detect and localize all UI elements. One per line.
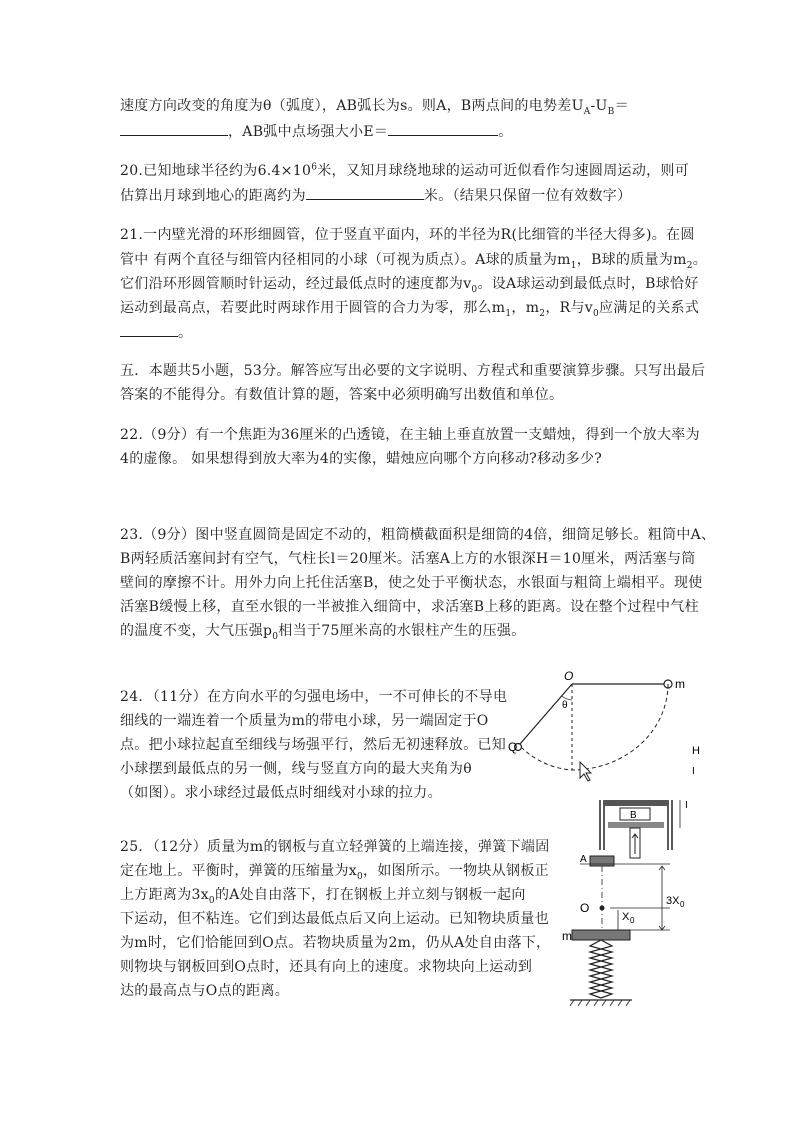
q20-line-2: 估算出月球到地心的距离约为 米。（结果只保留一位有效数字） — [120, 185, 631, 205]
q21-line-3: 它们沿环形圆管顺时针运动，经过最低点时的速度都为$v_0$。设A球运动到最低点时，B球恰好 — [120, 276, 699, 295]
label-m: m — [562, 929, 572, 943]
q24-line-5: （如图）。求小球经过最低点时细线对小球的拉力。 — [120, 785, 442, 801]
q25-line-7: 达的最高点与O点的距离。 — [120, 983, 290, 999]
answer-blank[interactable] — [120, 322, 178, 337]
q21-line-1: 21.一内壁光滑的环形细圆管，位于竖直平面内，环的半径为R(比细管的半径大得多)。在圆 — [120, 227, 695, 243]
label-a: A — [580, 854, 587, 865]
block-a — [590, 856, 614, 866]
pendulum-figure — [500, 670, 700, 790]
q25-line-5: 为m时，它们恰能回到O点。若物块质量为2m，仍从A处自由落下， — [120, 935, 551, 951]
label-q: Q — [508, 740, 518, 754]
cursor-icon — [580, 762, 591, 781]
q23-line-3: 壁间的摩擦不计。用外力向上托住活塞B，使之处于平衡状态，水银面与粗筒上端相平。现使 — [120, 575, 703, 591]
label-theta: θ — [562, 700, 568, 711]
label-b: B — [630, 810, 637, 821]
q22-line-1: 22.（9分）有一个焦距为36厘米的凸透镜，在主轴上垂直放置一支蜡烛，得到一个放大率为 — [120, 427, 700, 443]
label-i: I — [692, 766, 695, 777]
q25-line-2: 定在地上。平衡时，弹簧的压缩量为$x_0$，如图所示。一物块从钢板正 — [120, 863, 549, 882]
q21-line-5: 。 — [120, 322, 192, 342]
q23-line-1: 23.（9分）图中竖直圆筒是固定不动的，粗筒横截面积是细筒的4倍，细筒足够长。粗筒中A、 — [120, 527, 716, 543]
label-x0: X — [622, 911, 630, 923]
q23-line-2: B两轻质活塞间封有空气，气柱长l＝20厘米。活塞A上方的水银深H＝10厘米，两活塞与筒 — [120, 551, 696, 567]
q23-line-5: 的温度不变，大气压强$p_0$相当于75厘米高的水银柱产生的压强。 — [120, 623, 526, 642]
label-x0-sub: 0 — [630, 916, 635, 925]
label-3x0: 3X — [666, 895, 680, 907]
q19-line-1: 速度方向改变的角度为θ（弧度），AB弧长为s。则A，B两点间的电势差$U_A-U_B=$ — [120, 98, 629, 117]
label-o: O — [580, 901, 590, 915]
answer-blank[interactable] — [306, 185, 424, 200]
section5-line-1: 五．本题共5小题，53分。解答应写出必要的文字说明、方程式和重要演算步骤。只写出最后 — [120, 363, 706, 379]
q24-line-2: 细线的一端连着一个质量为m的带电小球，另一端固定于O — [120, 713, 489, 729]
answer-blank[interactable] — [120, 121, 228, 136]
label-h: H — [692, 745, 700, 757]
piston-a — [604, 800, 668, 806]
q24-line-4: 小球摆到最低点的另一侧，线与竖直方向的最大夹角为θ — [120, 761, 472, 777]
q24-line-1: 24．（11分）在方向水平的匀强电场中，一不可伸长的不导电 — [120, 689, 508, 705]
q25-line-1: 25．（12分）质量为m的钢板与直立轻弹簧的上端连接，弹簧下端固 — [120, 839, 550, 855]
q22-line-2: 4的虚像。 如果想得到放大率为4的实像，蜡烛应向哪个方向移动?移动多少? — [120, 451, 603, 467]
steel-plate — [572, 930, 630, 940]
q25-line-4: 下运动，但不粘连。它们到达最低点后又向上运动。已知物块质量也 — [120, 911, 549, 927]
spring-figure — [560, 790, 700, 1015]
label-3x0-sub: 0 — [680, 900, 685, 909]
swing-arc — [520, 684, 668, 770]
q21-line-4: 运动到最高点，若要此时两球作用于圆管的合力为零，那么$m_1$，$m_2$，R与$v_0$应满足的关系式 — [120, 300, 700, 319]
q21-line-2: 管中 有两个直径与细管内径相同的小球（可视为质点）。A球的质量为$m_1$，B球的质量为$m_2$。 — [120, 252, 708, 271]
string-swung — [520, 684, 572, 744]
q25-line-6: 则物块与钢板回到O点时，还具有向上的速度。求物块向上运动到 — [120, 959, 533, 975]
label-o: O — [564, 669, 574, 683]
point-o — [600, 906, 605, 911]
section5-line-2: 答案的不能得分。有数值计算的题，答案中必须明确写出数值和单位。 — [120, 387, 564, 403]
q19-line-2: ，AB弧中点场强大小E＝ 。 — [120, 121, 513, 141]
q20-line-1: 20.已知地球半径约为$6.4\times 10^6$米，又知月球绕地球的运动可近似看作匀速圆周运动，则可 — [120, 162, 690, 179]
answer-blank[interactable] — [388, 121, 498, 136]
label-i-top: I — [685, 800, 688, 811]
q23-line-4: 活塞B缓慢上移，直至水银的一半被推入细筒中，求活塞B上移的距离。设在整个过程中气柱 — [120, 599, 699, 615]
label-m: m — [675, 677, 685, 691]
q25-line-3: 上方距离为$3x_0$的A处自由落下，打在钢板上并立刻与钢板一起向 — [120, 887, 526, 906]
q24-line-3: 点。把小球拉起直至细线与场强平行，然后无初速释放。已知 — [120, 737, 507, 753]
